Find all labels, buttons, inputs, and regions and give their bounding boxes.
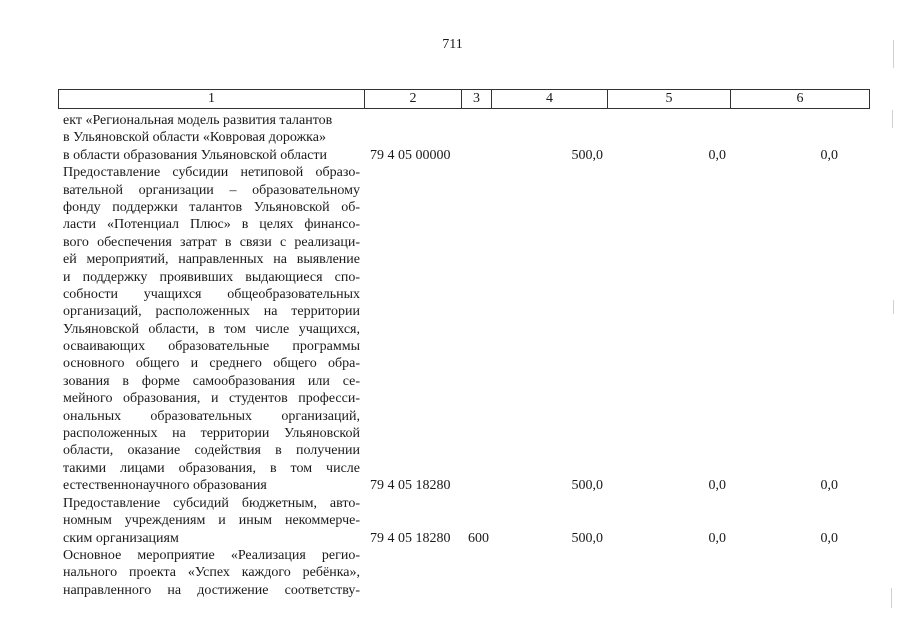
text-line: Предоставление субсидии нетиповой образо- [63, 165, 360, 181]
row-3-value-col6: 0,0 [820, 530, 838, 546]
text-line: Ульяновской области, в том числе учащихся, [63, 321, 360, 337]
row-2-value-col6: 0,0 [820, 478, 838, 494]
table-header [58, 89, 870, 109]
text-line: фонду поддержки талантов Ульяновской об- [63, 199, 360, 215]
row-3-value-col4: 500,0 [571, 530, 603, 546]
text-line: области, оказание содействия в получении [63, 443, 360, 459]
page-number: 711 [442, 37, 463, 52]
text-line: осваивающих образовательные программы [63, 339, 360, 355]
text-line: в Ульяновской области «Ковровая дорожка» [63, 130, 326, 146]
row-1-code: 79 4 05 00000 [370, 147, 451, 163]
row-3-description [63, 495, 360, 547]
text-line: естественнонаучного образования [63, 478, 267, 494]
row-3-col3: 600 [468, 530, 489, 546]
header-col-4: 4 [492, 90, 608, 108]
text-line: нального проекта «Успех каждого ребёнка», [63, 565, 360, 581]
text-line: Основное мероприятие «Реализация регио- [63, 548, 360, 563]
row-2-value-col5: 0,0 [708, 478, 726, 494]
row-1-value-col6: 0,0 [820, 147, 838, 163]
text-line: в области образования Ульяновской области [63, 147, 328, 163]
row-1-value-col5: 0,0 [708, 147, 726, 163]
text-line: ональных образовательных организаций, [63, 408, 360, 424]
row-2-value-col4: 500,0 [571, 478, 603, 494]
text-line: направленного на достижение соответству- [63, 582, 360, 598]
row-3-value-col5: 0,0 [708, 530, 726, 546]
row-2-description [63, 164, 360, 494]
text-line: вательной организации – образовательному [63, 182, 360, 198]
header-col-2: 2 [365, 90, 462, 108]
text-line: ласти «Потенциал Плюс» в целях финансо- [63, 217, 360, 233]
row-1-description [63, 112, 360, 164]
text-line: вого обеспечения затрат в связи с реализаци- [63, 234, 360, 250]
text-line: мейного образования, и студентов професси- [63, 391, 360, 407]
table-body [0, 112, 905, 640]
text-line: собности учащихся общеобразовательных [63, 286, 360, 302]
text-line: и поддержку проявивших выдающиеся спо- [63, 269, 360, 285]
scan-artifact [893, 300, 894, 314]
row-1-value-col4: 500,0 [571, 147, 603, 163]
header-col-5: 5 [608, 90, 731, 108]
row-3-code: 79 4 05 18280 [370, 530, 451, 546]
header-col-3: 3 [462, 90, 492, 108]
scan-artifact [893, 40, 894, 68]
header-col-1: 1 [59, 90, 365, 108]
text-line: ским организациям [63, 530, 179, 546]
text-line: зования в форме самообразования или се- [63, 373, 360, 389]
text-line: Предоставление субсидий бюджетным, авто- [63, 495, 360, 511]
row-4-description [63, 547, 360, 599]
scan-artifact [892, 110, 893, 128]
text-line: такими лицами образования, в том числе [63, 460, 360, 476]
text-line: расположенных на территории Ульяновской [63, 426, 360, 442]
text-line: ей мероприятий, направленных на выявление [63, 252, 360, 268]
scan-artifact [891, 588, 892, 608]
text-line: ект «Региональная модель развития талантов [63, 113, 333, 128]
text-line: основного общего и среднего общего обра- [63, 356, 360, 372]
row-2-code: 79 4 05 18280 [370, 478, 451, 494]
text-line: организаций, расположенных на территории [63, 304, 360, 320]
header-col-6: 6 [796, 91, 804, 106]
text-line: номным учреждениям и иным некоммерче- [63, 513, 360, 529]
